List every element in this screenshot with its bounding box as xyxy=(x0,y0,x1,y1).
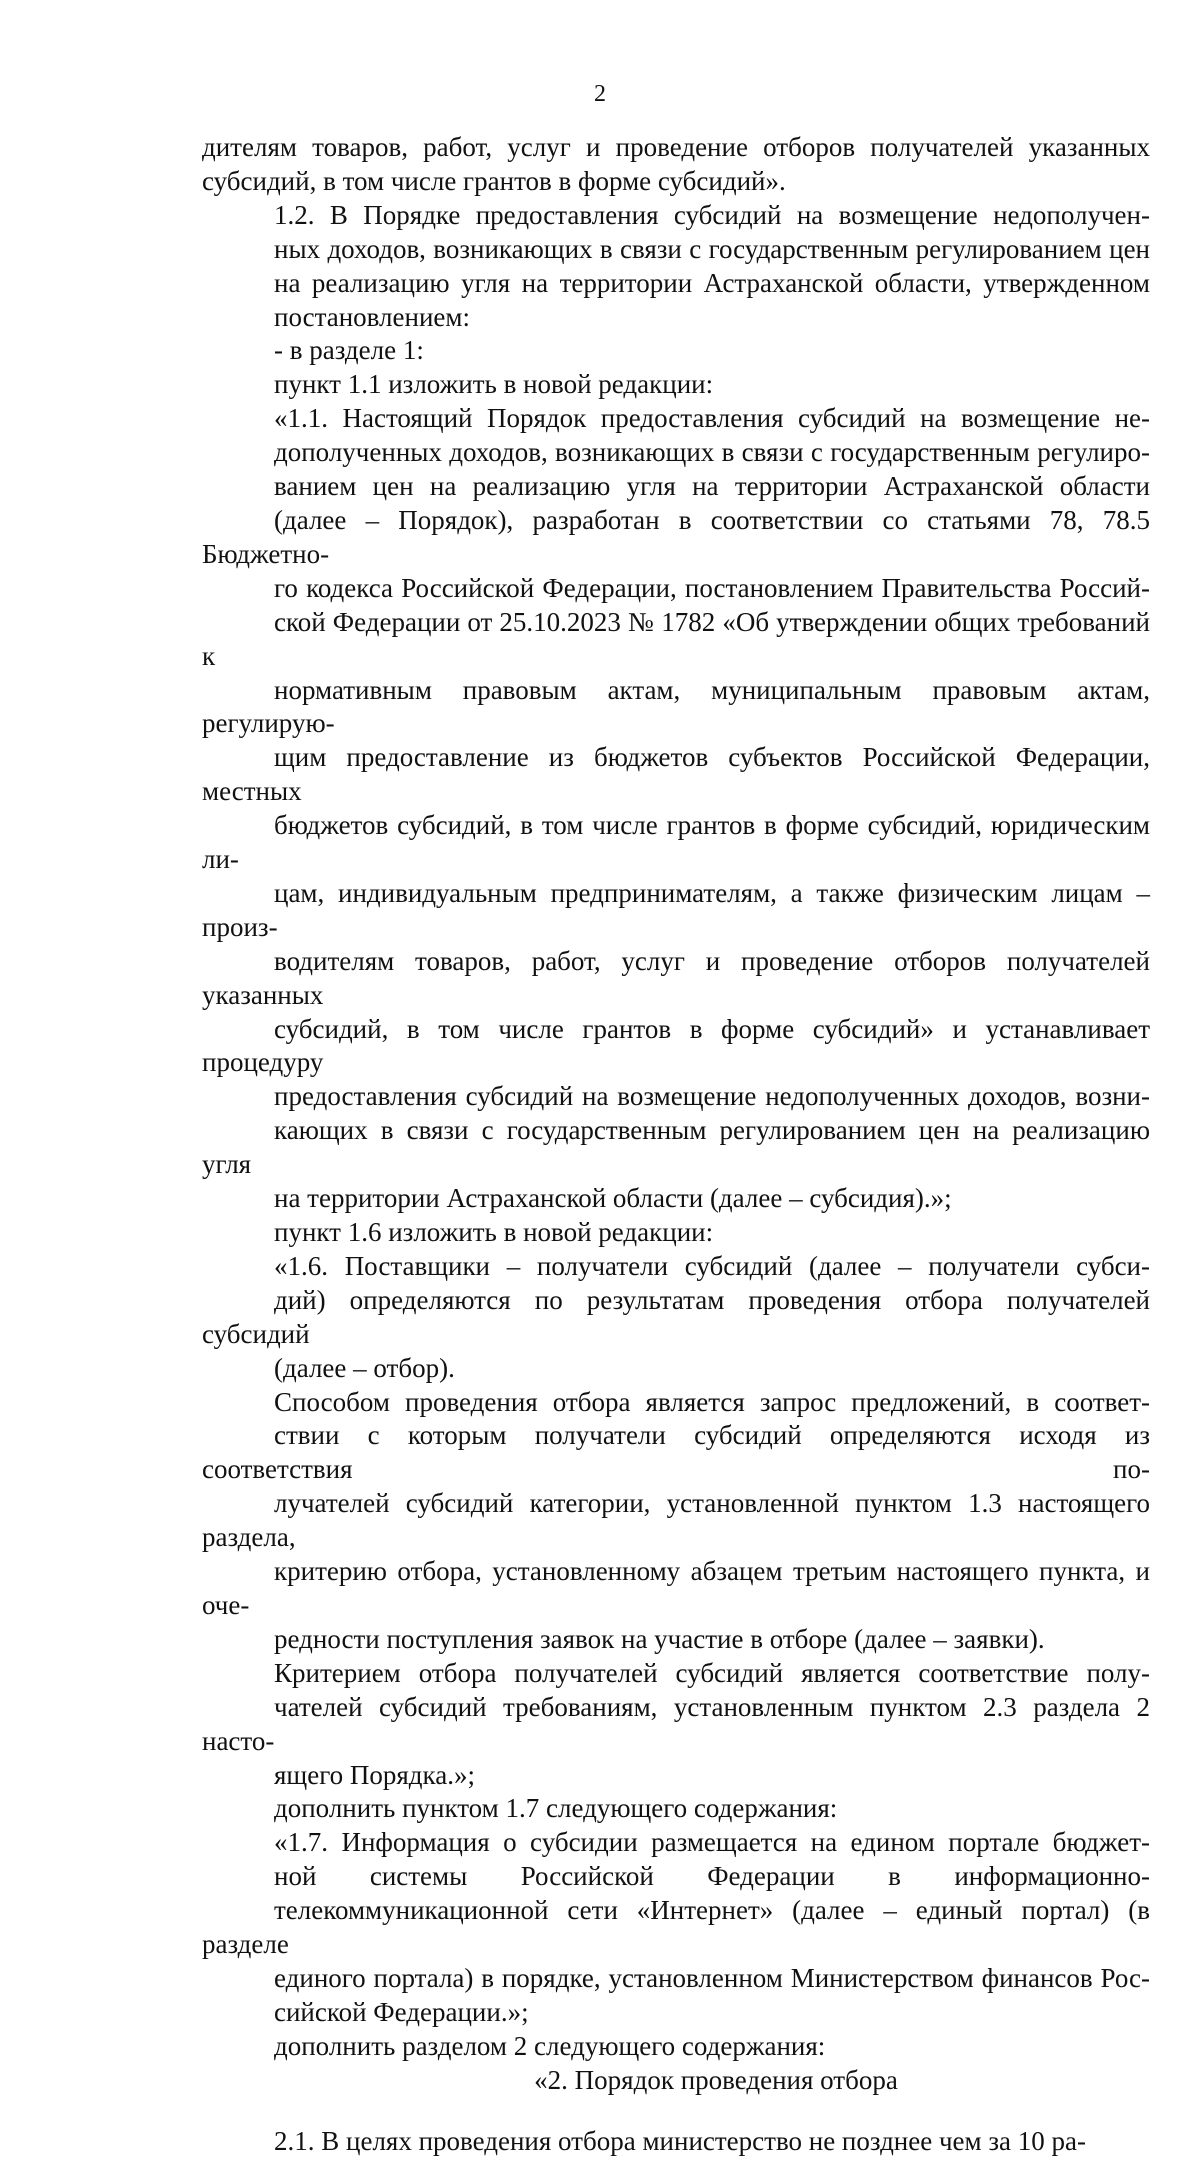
text-line: дополнить пунктом 1.7 следующего содержания: xyxy=(274,1793,838,1824)
text-line: ной системы Российской Федерации в информационно- xyxy=(274,1861,1150,1892)
paragraph xyxy=(202,2030,1150,2064)
text-line: ящего Порядка.»; xyxy=(274,1759,475,1790)
text-line: дополученных доходов, возникающих в связи с государственным регулиро- xyxy=(274,437,1150,468)
text-line: ных доходов, возникающих в связи с государственным регулированием цен xyxy=(274,233,1150,264)
text-line: чателей субсидий требованиям, установленным пунктом 2.3 раздела 2 насто- xyxy=(202,1691,1150,1756)
text-line: на реализацию угля на территории Астраханской области, утвержденном xyxy=(274,267,1150,298)
text-line: ванием цен на реализацию угля на территории Астраханской области xyxy=(274,471,1150,502)
paragraph xyxy=(202,2064,1150,2098)
text-line: «1.7. Информация о субсидии размещается на едином портале бюджет- xyxy=(274,1827,1150,1858)
paragraph xyxy=(202,334,1150,368)
paragraph xyxy=(202,1216,1150,1250)
paragraph xyxy=(202,1386,1150,1657)
text-line: «1.6. Поставщики – получатели субсидий (далее – получатели субси- xyxy=(274,1250,1150,1281)
text-line: щим предоставление из бюджетов субъектов Российской Федерации, местных xyxy=(202,742,1150,807)
text-line: «2. Порядок проведения отбора xyxy=(534,2064,898,2095)
paragraph xyxy=(202,368,1150,402)
text-line: (далее – отбор). xyxy=(274,1352,455,1383)
text-line: 2.1. В целях проведения отбора министерство не позднее чем за 10 ра- xyxy=(274,2125,1086,2156)
text-line: единого портала) в порядке, установленном Министерством финансов Рос- xyxy=(274,1962,1150,1993)
text-line: предоставления субсидий на возмещение недополученных доходов, возни- xyxy=(274,1081,1150,1112)
text-line: субсидий, в том числе грантов в форме субсидий» и устанавливает процедуру xyxy=(202,1013,1150,1078)
paragraph xyxy=(202,1250,1150,1386)
text-line: Критерием отбора получателей субсидий является соответствие полу- xyxy=(274,1657,1150,1688)
text-line: го кодекса Российской Федерации, постановлением Правительства Россий- xyxy=(274,572,1150,603)
page-number: 2 xyxy=(594,81,606,107)
text-line: дий) определяются по результатам проведения отбора получателей субсидий xyxy=(202,1284,1150,1349)
text-line: субсидий, в том числе грантов в форме субсидий». xyxy=(202,165,786,196)
text-line: дополнить разделом 2 следующего содержания: xyxy=(274,2030,826,2061)
text-line: цам, индивидуальным предпринимателям, а также физическим лицам – произ- xyxy=(202,877,1150,942)
text-line: Способом проведения отбора является запрос предложений, в соответ- xyxy=(274,1386,1150,1417)
paragraph xyxy=(202,2125,1150,2158)
text-line: на территории Астраханской области (далее – субсидия).»; xyxy=(274,1183,952,1214)
paragraph xyxy=(202,131,1150,199)
text-line: водителям товаров, работ, услуг и проведение отборов получателей указанных xyxy=(202,945,1150,1010)
text-line: кающих в связи с государственным регулированием цен на реализацию угля xyxy=(202,1115,1150,1180)
text-line: пункт 1.6 изложить в новой редакции: xyxy=(274,1217,714,1247)
text-line: пункт 1.1 изложить в новой редакции: xyxy=(274,369,714,400)
text-line: «1.1. Настоящий Порядок предоставления субсидий на возмещение не- xyxy=(274,403,1150,434)
paragraph xyxy=(202,1826,1150,2029)
text-line: 1.2. В Порядке предоставления субсидий на возмещение недополучен- xyxy=(274,199,1150,230)
text-line: критерию отбора, установленному абзацем третьим настоящего пункта, и оче- xyxy=(202,1556,1150,1620)
paragraph xyxy=(202,1657,1150,1793)
text-line: дителям товаров, работ, услуг и проведение отборов получателей указанных xyxy=(202,132,1150,162)
paragraph xyxy=(202,199,1150,335)
text-line: ствии с которым получатели субсидий определяются исходя из соответствия по- xyxy=(202,1420,1150,1485)
text-line: (далее – Порядок), разработан в соответствии со статьями 78, 78.5 Бюджетно- xyxy=(202,504,1150,569)
text-line: - в разделе 1: xyxy=(274,335,424,366)
text-line: постановлением: xyxy=(274,301,470,332)
text-line: нормативным правовым актам, муниципальным правовым актам, регулирую- xyxy=(202,674,1150,739)
text-line: сийской Федерации.»; xyxy=(274,1996,529,2027)
text-line: бюджетов субсидий, в том числе грантов в форме субсидий, юридическим ли- xyxy=(202,810,1150,875)
text-line: редности поступления заявок на участие в отборе (далее – заявки). xyxy=(274,1623,1045,1654)
text-line: ской Федерации от 25.10.2023 № 1782 «Об утверждении общих требований к xyxy=(202,606,1150,671)
document-body xyxy=(202,131,1150,2158)
paragraph xyxy=(202,402,1150,1216)
text-line: телекоммуникационной сети «Интернет» (далее – единый портал) (в разделе xyxy=(202,1895,1150,1960)
paragraph xyxy=(202,1792,1150,1826)
text-line: лучателей субсидий категории, установленной пунктом 1.3 настоящего раздела, xyxy=(202,1488,1150,1553)
